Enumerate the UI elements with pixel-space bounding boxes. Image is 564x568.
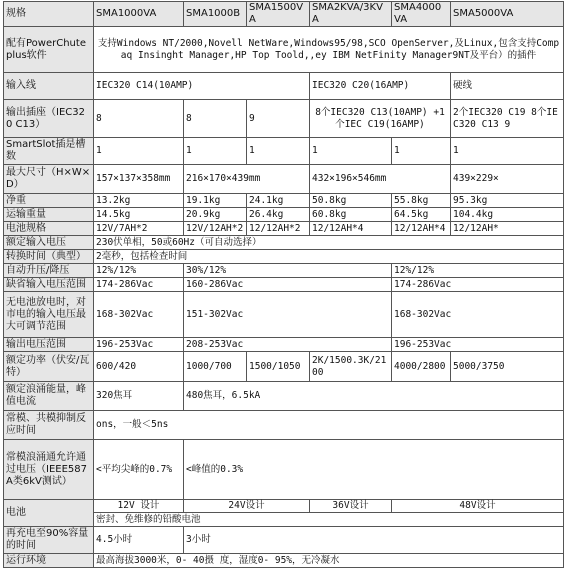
row-label: 常模、共模抑制反应时间 xyxy=(4,411,94,440)
row-value: 439×229× xyxy=(451,165,564,194)
row-value: IEC320 C14(10AMP) xyxy=(94,73,310,100)
row-value: 174-286Vac xyxy=(392,278,564,292)
table-row xyxy=(4,278,564,292)
row-value: 174-286Vac xyxy=(94,278,184,292)
table-row xyxy=(4,382,564,411)
row-value: 168-302Vac xyxy=(94,292,184,338)
table-row xyxy=(4,338,564,352)
table-row xyxy=(4,27,564,73)
row-value: 12V/7AH*2 xyxy=(94,222,184,236)
row-value: 19.1kg xyxy=(184,194,247,208)
table-row xyxy=(4,100,564,138)
row-label: 额定功率（伏安/瓦特） xyxy=(4,352,94,382)
row-value: 196-253Vac xyxy=(94,338,184,352)
row-label: 运输重量 xyxy=(4,208,94,222)
row-value: 60.8kg xyxy=(310,208,392,222)
spec-table xyxy=(3,1,564,568)
table-row xyxy=(4,250,564,264)
row-label: 额定输入电压 xyxy=(4,236,94,250)
row-label: 额定浪涌能量，峰值电流 xyxy=(4,382,94,411)
row-value: 12/12AH* xyxy=(451,222,564,236)
table-row xyxy=(4,194,564,208)
row-value: ons，一般＜5ns xyxy=(94,411,564,440)
table-row xyxy=(4,527,564,554)
row-value: 216×170×439mm xyxy=(184,165,310,194)
row-value: 157×137×358mm xyxy=(94,165,184,194)
table-row xyxy=(4,222,564,236)
table-row xyxy=(4,500,564,513)
row-value: 12/12AH*2 xyxy=(247,222,310,236)
row-value: 1500/1050 xyxy=(247,352,310,382)
row-value: 30%/12% xyxy=(184,264,392,278)
row-label: 常模浪涌通允许通过电压（IEEE587 A类6kV测试） xyxy=(4,440,94,500)
row-value: 196-253Vac xyxy=(392,338,564,352)
row-value: 12/12AH*4 xyxy=(392,222,451,236)
row-value: 12%/12% xyxy=(392,264,564,278)
row-value: 12%/12% xyxy=(94,264,184,278)
row-value: 14.5kg xyxy=(94,208,184,222)
row-label: 运行环境 xyxy=(4,554,94,568)
row-value: 104.4kg xyxy=(451,208,564,222)
model-header: SMA2KVA/3KVA xyxy=(310,2,392,27)
row-label: 净重 xyxy=(4,194,94,208)
row-value: 64.5kg xyxy=(392,208,451,222)
row-label: 最大尺寸（H×W×D） xyxy=(4,165,94,194)
row-value: 1 xyxy=(94,138,184,165)
row-label: 电池 xyxy=(4,500,94,527)
row-value: 2毫秒，包括检查时间 xyxy=(94,250,564,264)
model-header: SMA1000B xyxy=(184,2,247,27)
model-header: SMA1000VA xyxy=(94,2,184,27)
row-value: <峰值的0.3% xyxy=(184,440,564,500)
row-value: 8 xyxy=(94,100,184,138)
row-value: 支持Windows NT/2000,Novell NetWare,Windows95/98,SCO OpenServer,及Linux,包含支持Compaq Insinght Manager,HP Top Toold,,ey IBM NetFinity Manager9NT及平台）的插件 xyxy=(94,27,564,73)
table-row xyxy=(4,138,564,165)
row-value: 1 xyxy=(310,138,392,165)
row-value: 1 xyxy=(247,138,310,165)
model-header: SMA5000VA xyxy=(451,2,564,27)
row-label: 输出电压范围 xyxy=(4,338,94,352)
row-value: 4.5小时 xyxy=(94,527,184,554)
table-row xyxy=(4,440,564,500)
row-value: 12V/12AH*2 xyxy=(184,222,247,236)
row-value: 8个IEC320 C13(10AMP) +1个IEC C19(16AMP) xyxy=(310,100,451,138)
row-value: 3小时 xyxy=(184,527,564,554)
row-label: 转换时间（典型） xyxy=(4,250,94,264)
table-row xyxy=(4,352,564,382)
row-label: 再充电至90%容量的时间 xyxy=(4,527,94,554)
row-value: 24V设计 xyxy=(184,500,310,513)
row-value: 1000/700 xyxy=(184,352,247,382)
row-value: 480焦耳，6.5kA xyxy=(184,382,564,411)
row-value: 5000/3750 xyxy=(451,352,564,382)
table-row xyxy=(4,165,564,194)
row-value: 4000/2800 xyxy=(392,352,451,382)
row-value: 95.3kg xyxy=(451,194,564,208)
row-value: 最高海拔3000米，0- 40摄 度，湿度0- 95%，无冷凝水 xyxy=(94,554,564,568)
table-row xyxy=(4,2,564,27)
row-value: 50.8kg xyxy=(310,194,392,208)
row-label: 输入线 xyxy=(4,73,94,100)
row-value: 26.4kg xyxy=(247,208,310,222)
table-row xyxy=(4,554,564,568)
row-value: 600/420 xyxy=(94,352,184,382)
row-value: 24.1kg xyxy=(247,194,310,208)
model-header: SMA4000VA xyxy=(392,2,451,27)
row-value: 55.8kg xyxy=(392,194,451,208)
row-value: 13.2kg xyxy=(94,194,184,208)
row-value: 2个IEC320 C19 8个IEC320 C13 9 xyxy=(451,100,564,138)
row-label: 无电池放电时，对市电的输入电压最大可调节范围 xyxy=(4,292,94,338)
row-value: 2K/1500.3K/2100 xyxy=(310,352,392,382)
table-row xyxy=(4,73,564,100)
table-row xyxy=(4,411,564,440)
row-value: 1 xyxy=(392,138,451,165)
row-value: 12/12AH*4 xyxy=(310,222,392,236)
row-value: 432×196×546mm xyxy=(310,165,451,194)
row-value: 密封、免维修的铅酸电池 xyxy=(94,513,564,527)
row-value: 20.9kg xyxy=(184,208,247,222)
row-label: 输出插座（IEC320 C13） xyxy=(4,100,94,138)
table-row xyxy=(4,292,564,338)
row-value: 硬线 xyxy=(451,73,564,100)
row-value: 151-302Vac xyxy=(184,292,392,338)
row-value: 230伏单相，50或60Hz（可自动选择） xyxy=(94,236,564,250)
row-value: 36V设计 xyxy=(310,500,392,513)
table-row xyxy=(4,208,564,222)
row-value: 1 xyxy=(451,138,564,165)
model-header: SMA1500VA xyxy=(247,2,310,27)
row-label: 配有PowerChute plus软件 xyxy=(4,27,94,73)
row-value: 1 xyxy=(184,138,247,165)
row-value: 9 xyxy=(247,100,310,138)
row-value: <平均尖峰的0.7% xyxy=(94,440,184,500)
header-title-cell: 规格 xyxy=(4,2,94,27)
row-value: 160-286Vac xyxy=(184,278,392,292)
row-label: 自动升压/降压 xyxy=(4,264,94,278)
row-value: 208-253Vac xyxy=(184,338,392,352)
table-row xyxy=(4,236,564,250)
row-label: 缺省输入电压范围 xyxy=(4,278,94,292)
row-value: 8 xyxy=(184,100,247,138)
row-value: 48V设计 xyxy=(392,500,564,513)
row-value: 320焦耳 xyxy=(94,382,184,411)
table-row xyxy=(4,264,564,278)
row-value: IEC320 C20(16AMP) xyxy=(310,73,451,100)
row-value: 168-302Vac xyxy=(392,292,564,338)
row-label: 电池规格 xyxy=(4,222,94,236)
row-value: 12V 设计 xyxy=(94,500,184,513)
row-label: SmartSlot插是槽数 xyxy=(4,138,94,165)
